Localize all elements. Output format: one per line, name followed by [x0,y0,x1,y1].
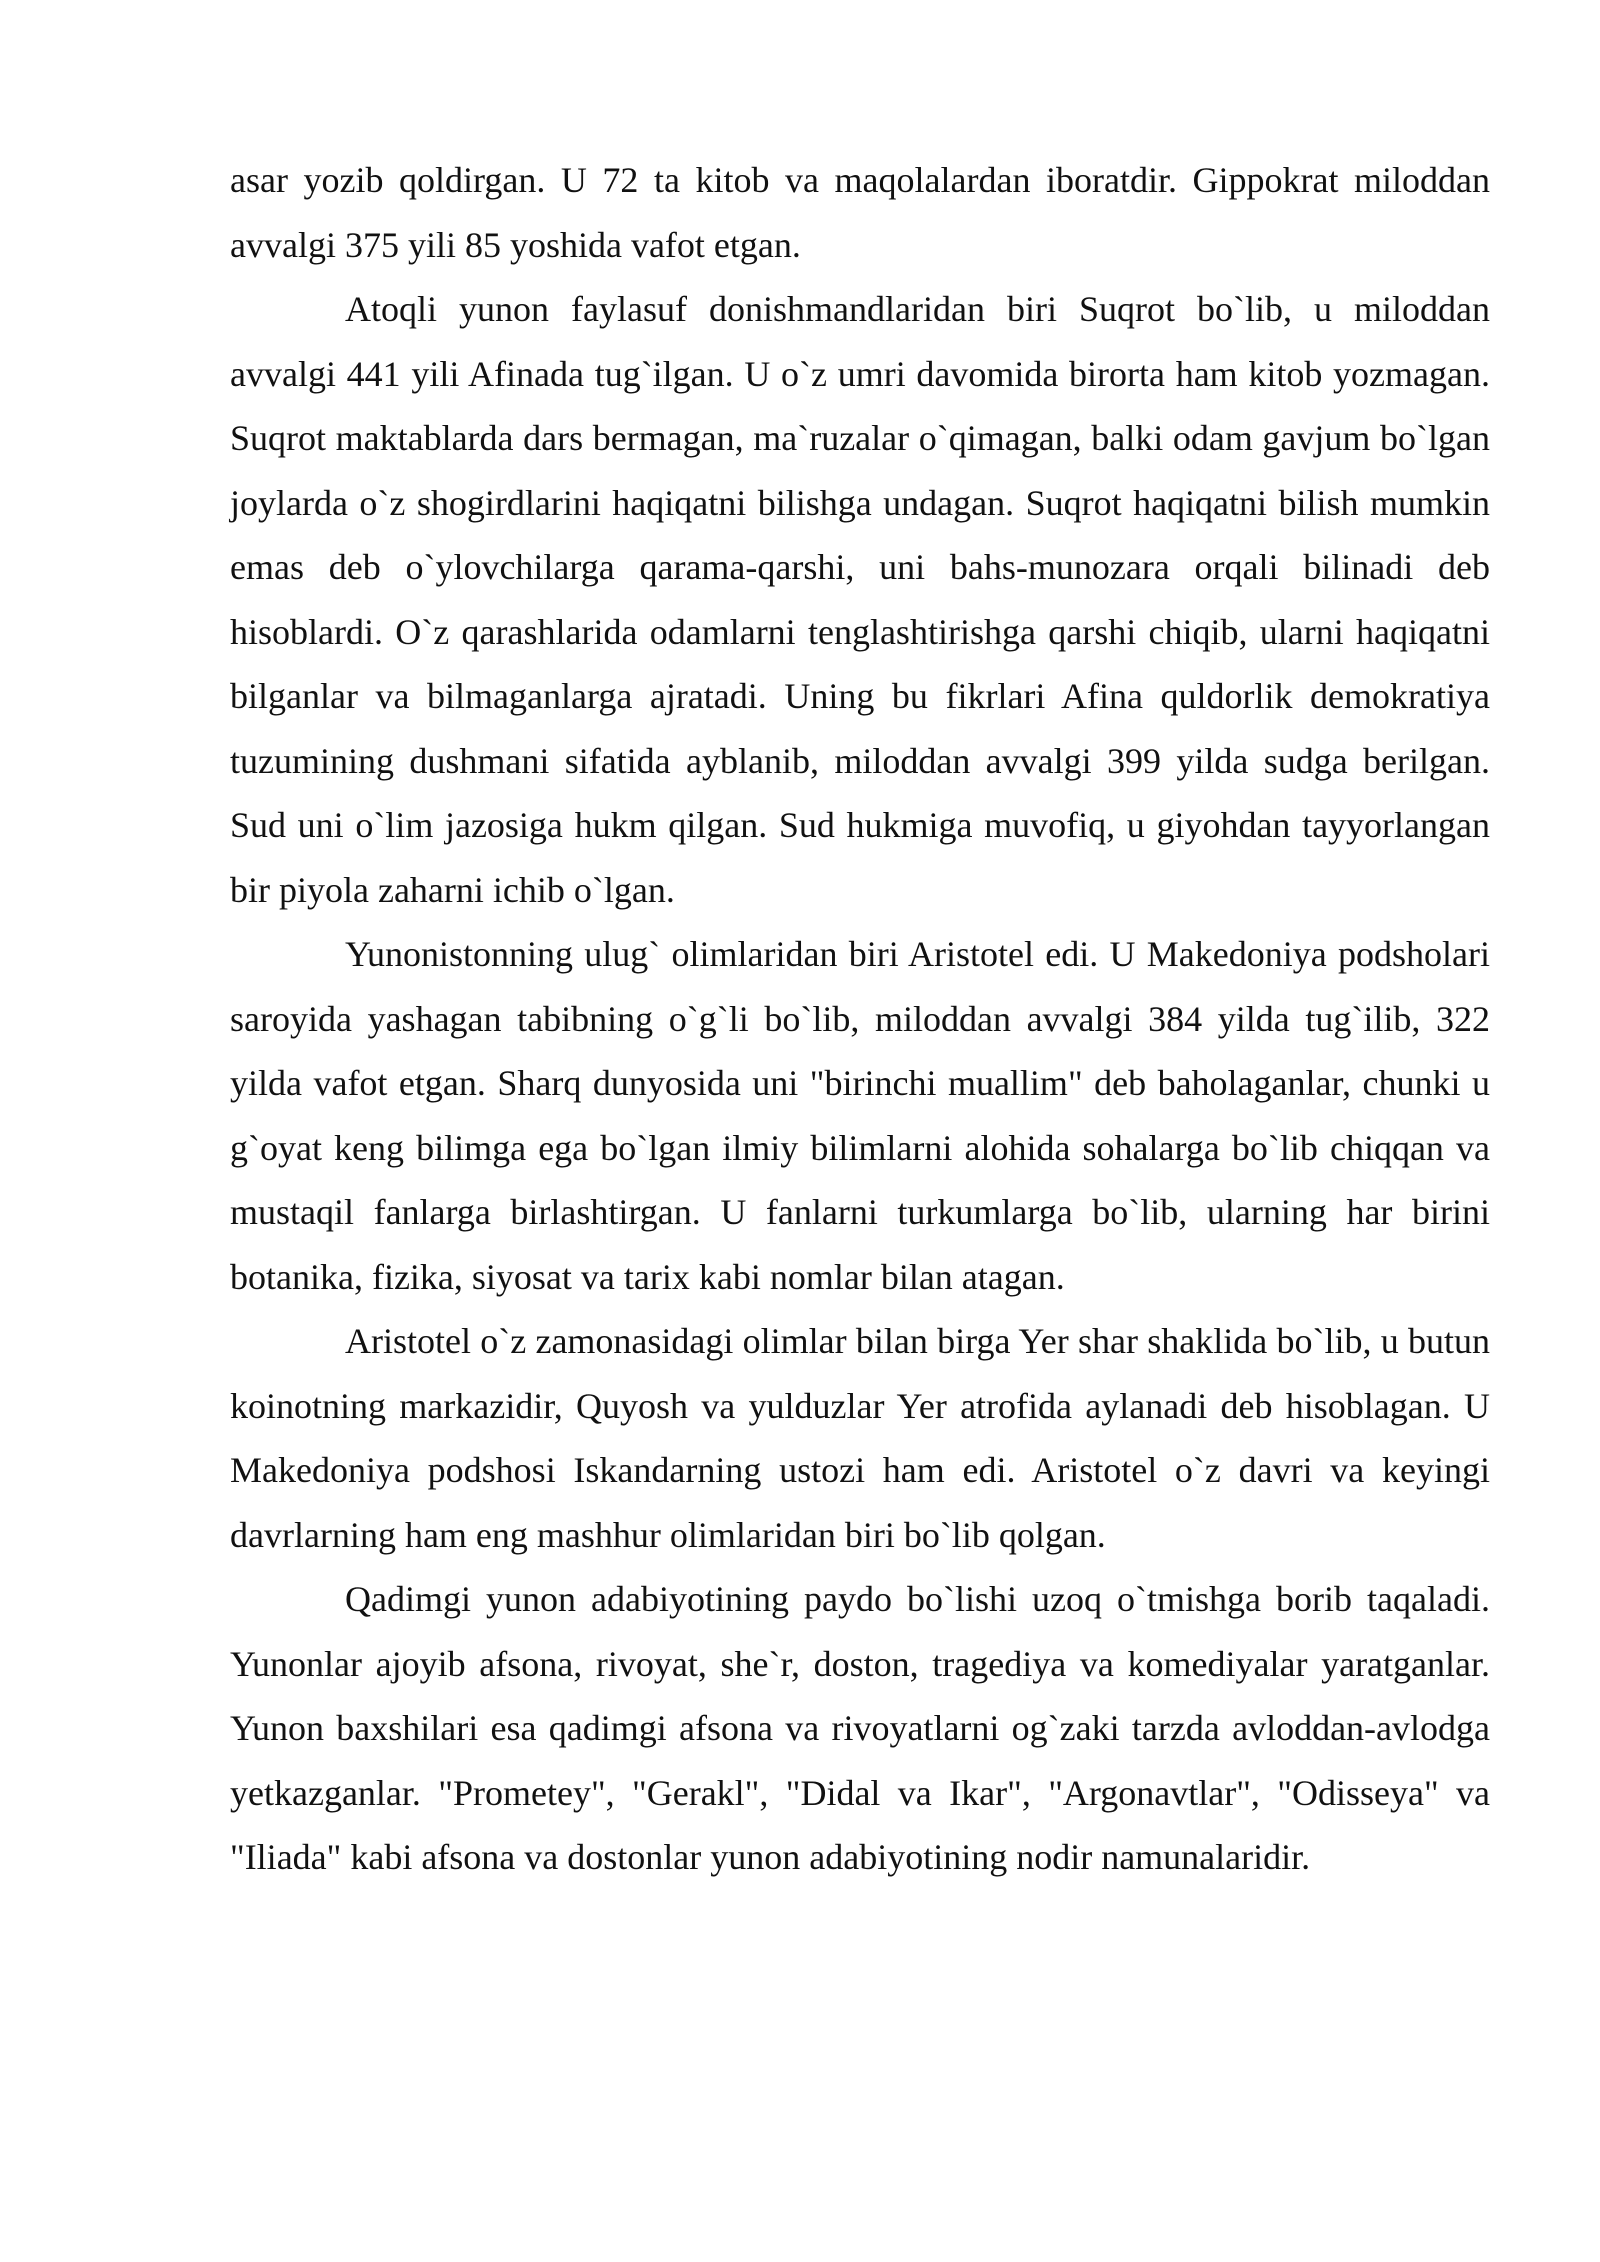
body-text [230,148,1490,1890]
paragraph-aristotel-biography: Yunonistonning ulug` olimlaridan biri Aristotel edi. U Makedoniya podsholari saroyida yashagan tabibning o`g`li bo`lib, miloddan avvalgi 384 yilda tug`ilib, 322 yilda vafot etgan. Sharq dunyosida uni "birinchi muallim" deb baholaganlar, chunki u g`oyat keng bilimga ega bo`lgan ilmiy bilimlarni alohida sohalarga bo`lib chiqqan va mustaqil fanlarga birlashtirgan. U fanlarni turkumlarga bo`lib, ularning har birini botanika, fizika, siyosat va tarix kabi nomlar bilan atagan. [230,934,1490,1297]
paragraph-greek-literature: Qadimgi yunon adabiyotining paydo bo`lishi uzoq o`tmishga borib taqaladi. Yunonlar ajoyib afsona, rivoyat, she`r, doston, tragediya va komediyalar yaratganlar. Yunon baxshilari esa qadimgi afsona va rivoyatlarni og`zaki tarzda avloddan-avlodga yetkazganlar. "Prometey", "Gerakl", "Didal va Ikar", "Argonavtlar", "Odisseya" va "Iliada" kabi afsona va dostonlar yunon adabiyotining nodir namunalaridir. [230,1579,1490,1877]
paragraph-suqrot: Atoqli yunon faylasuf donishmandlaridan biri Suqrot bo`lib, u miloddan avvalgi 441 yili Afinada tug`ilgan. U o`z umri davomida birorta ham kitob yozmagan. Suqrot maktablarda dars bermagan, ma`ruzalar o`qimagan, balki odam gavjum bo`lgan joylarda o`z shogirdlarini haqiqatni bilishga undagan. Suqrot haqiqatni bilish mumkin emas deb o`ylovchilarga qarama-qarshi, uni bahs-munozara orqali bilinadi deb hisoblardi. O`z qarashlarida odamlarni tenglashtirishga qarshi chiqib, ularni haqiqatni bilganlar va bilmaganlarga ajratadi. Uning bu fikrlari Afina quldorlik demokratiya tuzumining dushmani sifatida ayblanib, miloddan avvalgi 399 yilda sudga berilgan. Sud uni o`lim jazosiga hukm qilgan. Sud hukmiga muvofiq, u giyohdan tayyorlangan bir piyola zaharni ichib o`lgan. [230,289,1490,910]
paragraph-aristotel-views: Aristotel o`z zamonasidagi olimlar bilan birga Yer shar shaklida bo`lib, u butun koinotning markazidir, Quyosh va yulduzlar Yer atrofida aylanadi deb hisoblagan. U Makedoniya podshosi Iskandarning ustozi ham edi. Aristotel o`z davri va keyingi davrlarning ham eng mashhur olimlaridan biri bo`lib qolgan. [230,1321,1490,1555]
paragraph-gippokrat-continuation: asar yozib qoldirgan. U 72 ta kitob va maqolalardan iboratdir. Gippokrat miloddan avvalgi 375 yili 85 yoshida vafot etgan. [230,160,1490,265]
